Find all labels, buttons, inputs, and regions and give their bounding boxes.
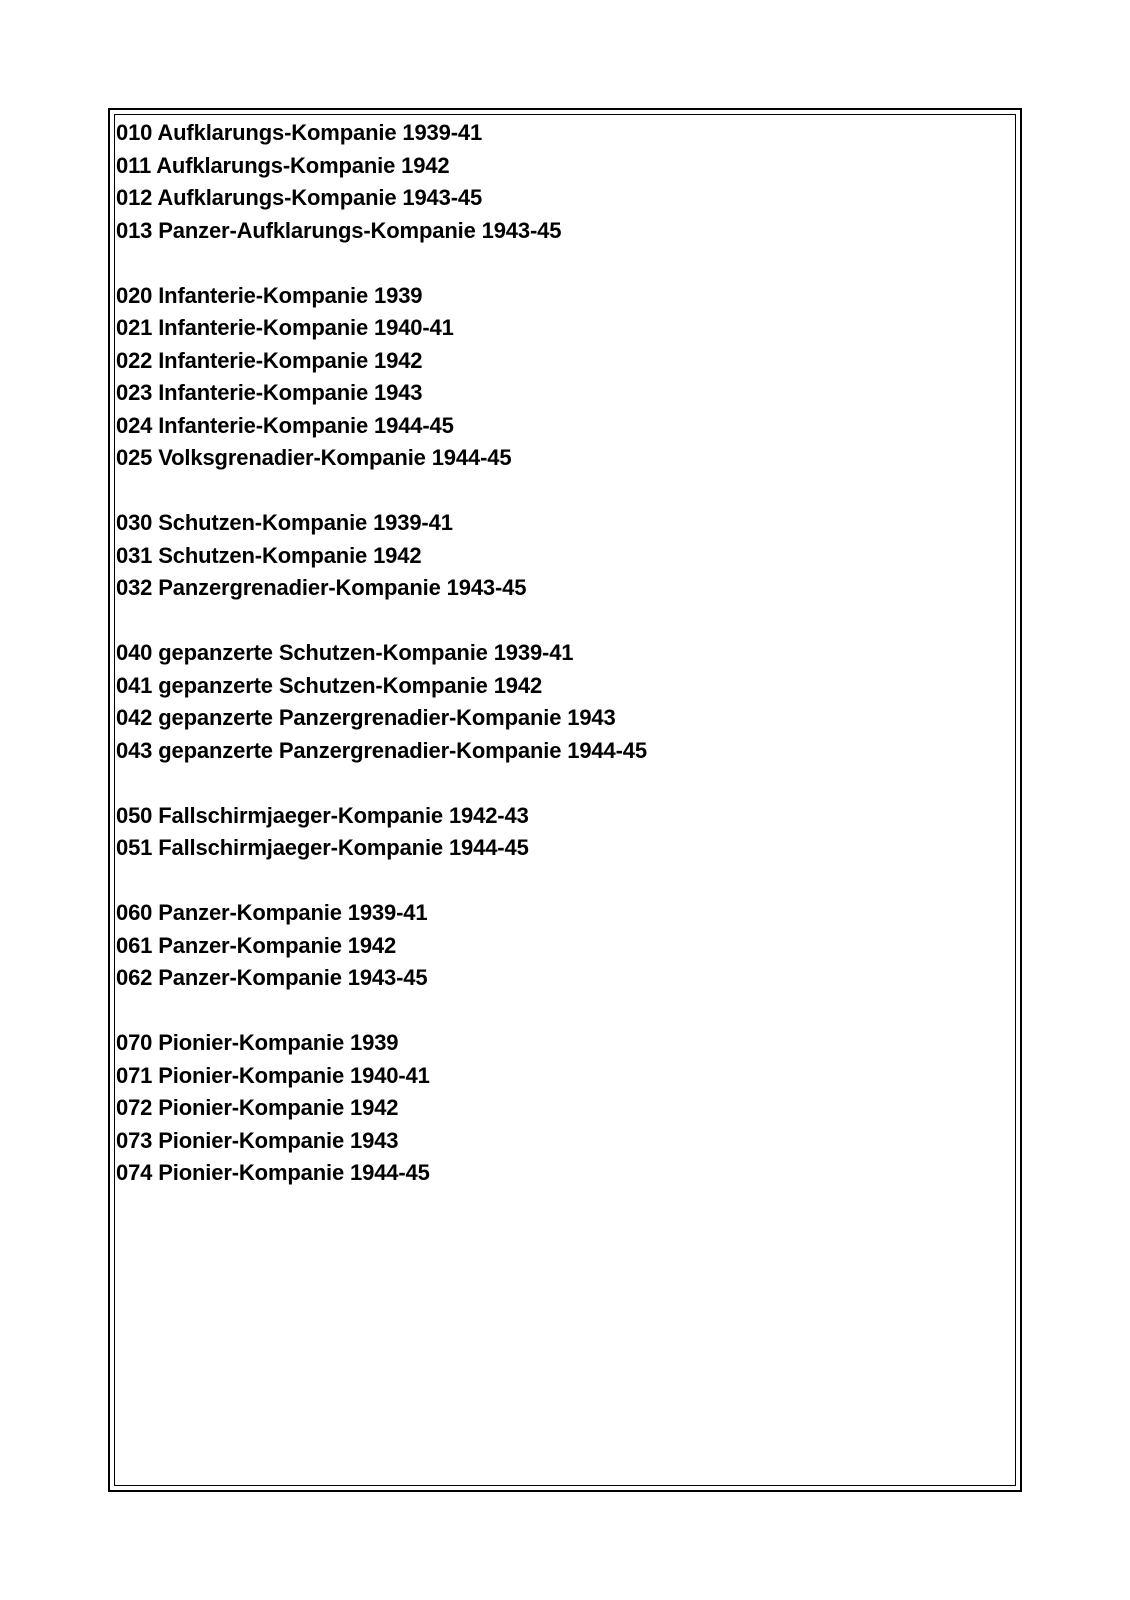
list-item: 070 Pionier-Kompanie 1939 bbox=[116, 1030, 399, 1055]
list-group-aufklarung bbox=[116, 117, 1006, 247]
list-group-pionier bbox=[116, 1027, 1006, 1190]
list-item: 010 Aufklarungs-Kompanie 1939-41 bbox=[116, 120, 483, 145]
list-group-fallschirmjaeger bbox=[116, 800, 1006, 865]
list-item: 012 Aufklarungs-Kompanie 1943-45 bbox=[116, 185, 483, 210]
list-item: 050 Fallschirmjaeger-Kompanie 1942-43 bbox=[116, 802, 529, 828]
list-item: 013 Panzer-Aufklarungs-Kompanie 1943-45 bbox=[116, 217, 562, 243]
list-group-schutzen bbox=[116, 507, 1006, 605]
list-item: 011 Aufklarungs-Kompanie 1942 bbox=[116, 152, 450, 178]
list-item: 025 Volksgrenadier-Kompanie 1944-45 bbox=[116, 445, 512, 470]
list-item: 030 Schutzen-Kompanie 1939-41 bbox=[116, 510, 453, 535]
list-item: 074 Pionier-Kompanie 1944-45 bbox=[116, 1160, 430, 1185]
list-item: 051 Fallschirmjaeger-Kompanie 1944-45 bbox=[116, 835, 529, 860]
list-item: 021 Infanterie-Kompanie 1940-41 bbox=[116, 315, 454, 340]
list-group-panzer bbox=[116, 897, 1006, 995]
list-group-gepanzerte bbox=[116, 637, 1006, 767]
list-item: 031 Schutzen-Kompanie 1942 bbox=[116, 542, 422, 568]
list-item: 062 Panzer-Kompanie 1943-45 bbox=[116, 965, 428, 990]
list-item: 032 Panzergrenadier-Kompanie 1943-45 bbox=[116, 575, 527, 600]
list-item: 043 gepanzerte Panzergrenadier-Kompanie 1944-45 bbox=[116, 737, 647, 763]
list-item: 071 Pionier-Kompanie 1940-41 bbox=[116, 1062, 430, 1088]
list-item: 023 Infanterie-Kompanie 1943 bbox=[116, 380, 423, 405]
list-item: 073 Pionier-Kompanie 1943 bbox=[116, 1127, 399, 1153]
list-item: 042 gepanzerte Panzergrenadier-Kompanie 1943 bbox=[116, 705, 616, 730]
list-item: 061 Panzer-Kompanie 1942 bbox=[116, 932, 397, 958]
list-group-infanterie bbox=[116, 280, 1006, 475]
list-item: 024 Infanterie-Kompanie 1944-45 bbox=[116, 412, 454, 438]
list-item: 072 Pionier-Kompanie 1942 bbox=[116, 1095, 399, 1120]
list-item: 060 Panzer-Kompanie 1939-41 bbox=[116, 900, 428, 925]
list-item: 022 Infanterie-Kompanie 1942 bbox=[116, 347, 423, 373]
company-list bbox=[116, 117, 1006, 1222]
list-item: 020 Infanterie-Kompanie 1939 bbox=[116, 282, 423, 308]
list-item: 040 gepanzerte Schutzen-Kompanie 1939-41 bbox=[116, 640, 574, 665]
list-item: 041 gepanzerte Schutzen-Kompanie 1942 bbox=[116, 672, 543, 698]
